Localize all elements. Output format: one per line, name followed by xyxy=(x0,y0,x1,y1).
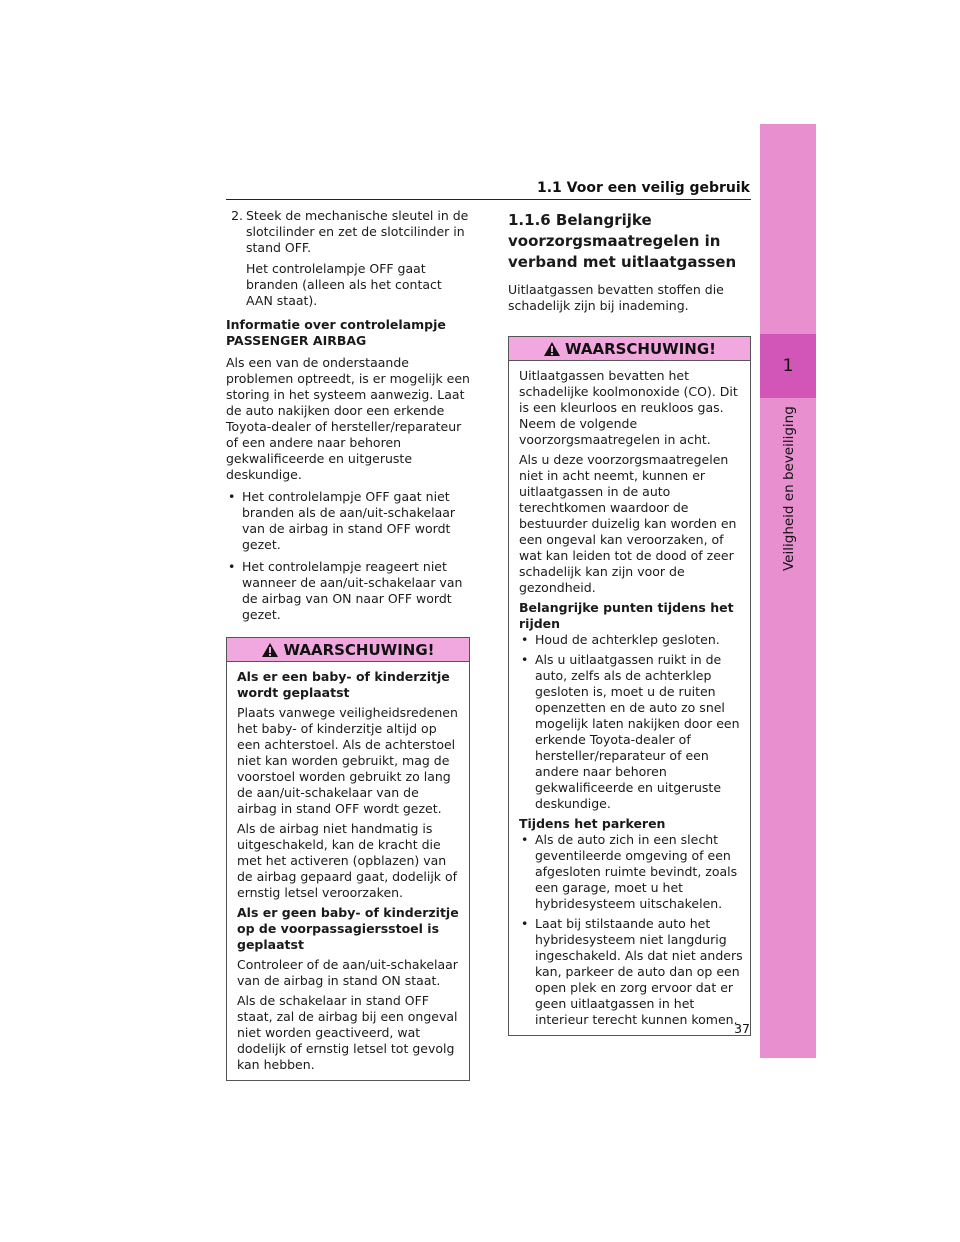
chapter-number-box xyxy=(760,334,816,398)
warning-triangle-icon xyxy=(261,642,279,658)
list-item xyxy=(226,489,470,553)
list-item-text: Het controlelampje OFF gaat niet branden als de aan/uit-schakelaar van de airbag in stand OFF wordt gezet. xyxy=(242,489,456,552)
list-item-text: Als u uitlaatgassen ruikt in de auto, zelfs als de achterklep gesloten is, moet u de ruiten openzetten en de auto zo snel mogelijk laten nakijken door een erkende Toyota-dealer of hersteller/reparateur of een andere naar behoren gekwalificeerde en uitgeruste deskundige. xyxy=(535,652,740,811)
warning-subheading: Tijdens het parkeren xyxy=(519,816,666,831)
step-number: 2. xyxy=(231,208,243,223)
warning-paragraph: Plaats vanwege veiligheidsredenen het baby- of kinderzitje altijd op een achterstoel. Als de achterstoel niet kan worden gebruikt, mag de voorstoel worden gebruikt zo lang de aan/uit-schakelaar van de airbag in stand OFF wordt gezet. xyxy=(237,705,458,816)
warning-paragraph: Als de schakelaar in stand OFF staat, zal de airbag bij een ongeval niet worden geactiveerd, wat dodelijk of ernstig letsel tot gevolg kan hebben. xyxy=(237,993,458,1072)
chapter-label-text: Veiligheid en beveiliging xyxy=(781,406,797,571)
section-intro: Uitlaatgassen bevatten stoffen die schadelijk zijn bij inademing. xyxy=(508,282,724,313)
warning-paragraph: Uitlaatgassen bevatten het schadelijke koolmonoxide (CO). Dit is een kleurloos en reukloos gas. Neem de volgende voorzorgsmaatregelen in acht. xyxy=(519,368,738,447)
list-item xyxy=(519,832,743,912)
chapter-number: 1 xyxy=(782,356,794,376)
bullet-icon: • xyxy=(228,559,236,574)
step-2 xyxy=(226,208,470,256)
chapter-label xyxy=(778,406,800,571)
list-item xyxy=(226,559,470,623)
list-item xyxy=(519,652,743,812)
list-item xyxy=(519,916,743,1028)
section-title: 1.1.6 Belangrijke voorzorgsmaatregelen in verband met uitlaatgassen xyxy=(508,211,737,271)
list-item-text: Houd de achterklep gesloten. xyxy=(535,632,720,647)
chapter-side-tab xyxy=(760,124,816,1058)
list-item-text: Laat bij stilstaande auto het hybridesysteem niet langdurig ingeschakeld. Als dat niet anders kan, parkeer de auto dan op een open plek en zorg ervoor dat er geen uitlaatgassen in het interieur terecht kunnen komen. xyxy=(535,916,743,1027)
warning-body xyxy=(509,361,750,1035)
right-column xyxy=(508,208,751,1036)
step-text: Steek de mechanische sleutel in de slotcilinder en zet de slotcilinder in stand OFF. xyxy=(246,208,469,255)
warning-paragraph: Als u deze voorzorgsmaatregelen niet in acht neemt, kunnen er uitlaatgassen in de auto terechtkomen waardoor de bestuurder duizelig kan worden en een ongeval kan veroorzaken, of wat kan leiden tot de dood of zeer schadelijk kan zijn voor de gezondheid. xyxy=(519,452,737,595)
warning-triangle-icon xyxy=(543,341,561,357)
warning-title: WAARSCHUWING! xyxy=(564,339,717,358)
left-column xyxy=(226,208,470,1081)
warning-body xyxy=(227,662,469,1080)
bullet-icon: • xyxy=(521,652,529,667)
info-heading: Informatie over controlelampje PASSENGER AIRBAG xyxy=(226,317,446,348)
warning-subheading: Belangrijke punten tijdens het rijden xyxy=(519,600,734,631)
list-item xyxy=(519,632,743,648)
header-rule xyxy=(226,199,751,200)
warning-subheading: Als er geen baby- of kinderzitje op de voorpassagiersstoel is geplaatst xyxy=(237,905,459,952)
list-item-text: Als de auto zich in een slecht geventileerde omgeving of een afgesloten ruimte bevindt, zoals een garage, moet u het hybridesysteem uitschakelen. xyxy=(535,832,738,911)
list-item-text: Het controlelampje reageert niet wanneer de aan/uit-schakelaar van de airbag van ON naar OFF wordt gezet. xyxy=(242,559,463,622)
bullet-icon: • xyxy=(228,489,236,504)
bullet-icon: • xyxy=(521,832,529,847)
page-number: 37 xyxy=(734,1021,750,1036)
warning-subheading: Als er een baby- of kinderzitje wordt geplaatst xyxy=(237,669,450,700)
running-header-title: 1.1 Voor een veilig gebruik xyxy=(536,180,750,196)
warning-paragraph: Als de airbag niet handmatig is uitgeschakeld, kan de kracht die met het activeren (opblazen) van de airbag gepaard gaat, dodelijk of ernstig letsel veroorzaken. xyxy=(237,821,458,900)
warning-box-exhaust xyxy=(508,336,751,1036)
warning-box-airbag xyxy=(226,637,470,1081)
info-text: Als een van de onderstaande problemen optreedt, is er mogelijk een storing in het systeem aanwezig. Laat de auto nakijken door een erkende Toyota-dealer of hersteller/reparateur of een andere naar behoren gekwalificeerde en uitgeruste deskundige. xyxy=(226,355,470,482)
warning-title: WAARSCHUWING! xyxy=(283,640,435,659)
bullet-icon: • xyxy=(521,916,529,931)
warning-header xyxy=(227,638,469,662)
warning-header xyxy=(509,337,750,361)
step-note: Het controlelampje OFF gaat branden (alleen als het contact AAN staat). xyxy=(246,261,442,308)
bullet-icon: • xyxy=(521,632,529,647)
warning-paragraph: Controleer of de aan/uit-schakelaar van de airbag in stand ON staat. xyxy=(237,957,458,988)
